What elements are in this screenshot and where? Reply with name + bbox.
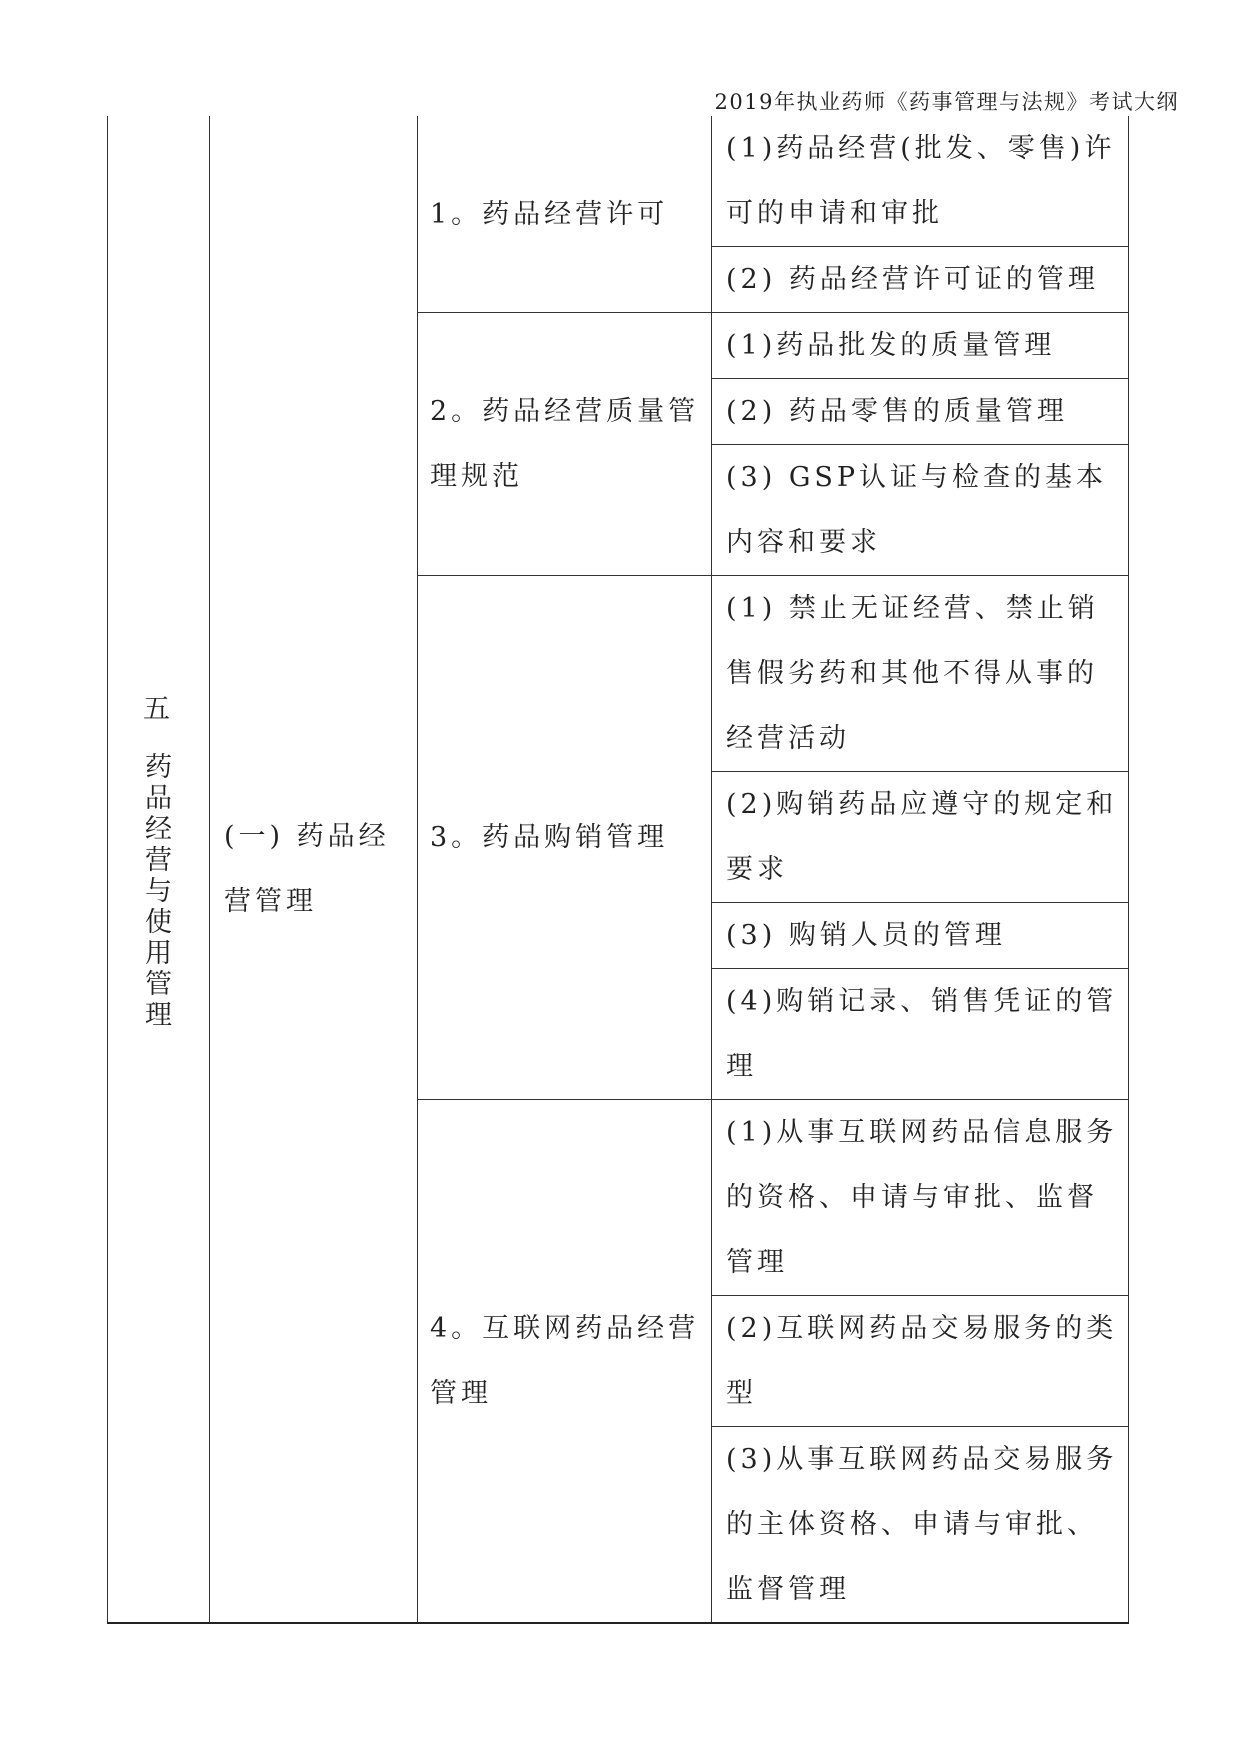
unit-title: 4。互联网药品经营管理 xyxy=(418,1100,712,1624)
unit-title: 3。药品购销管理 xyxy=(418,576,712,1100)
list-item: (1)药品批发的质量管理 xyxy=(712,313,1129,379)
chapter-number: 五 xyxy=(143,694,174,725)
list-item: (2) 药品经营许可证的管理 xyxy=(712,247,1129,313)
table-row xyxy=(108,116,1129,247)
syllabus-table xyxy=(107,116,1129,1624)
chapter-title: 药品经营与使用管理 xyxy=(145,752,172,1031)
list-item: (2)购销药品应遵守的规定和要求 xyxy=(712,772,1129,903)
list-item: (1) 禁止无证经营、禁止销售假劣药和其他不得从事的经营活动 xyxy=(712,576,1129,772)
unit-title: 2。药品经营质量管理规范 xyxy=(418,313,712,576)
page-header: 2019年执业药师《药事管理与法规》考试大纲 xyxy=(714,90,1179,114)
list-item: (4)购销记录、销售凭证的管理 xyxy=(712,969,1129,1100)
list-item: (3) GSP认证与检查的基本内容和要求 xyxy=(712,445,1129,576)
list-item: (3)从事互联网药品交易服务的主体资格、申请与审批、监督管理 xyxy=(712,1427,1129,1624)
list-item: (2)互联网药品交易服务的类型 xyxy=(712,1296,1129,1427)
chapter-cell xyxy=(108,116,210,1623)
list-item: (1)从事互联网药品信息服务的资格、申请与审批、监督管理 xyxy=(712,1100,1129,1296)
section-cell: (一) 药品经营管理 xyxy=(210,116,418,1623)
unit-title: 1。药品经营许可 xyxy=(418,116,712,313)
list-item: (2) 药品零售的质量管理 xyxy=(712,379,1129,445)
list-item: (3) 购销人员的管理 xyxy=(712,903,1129,969)
list-item: (1)药品经营(批发、零售)许可的申请和审批 xyxy=(712,116,1129,247)
